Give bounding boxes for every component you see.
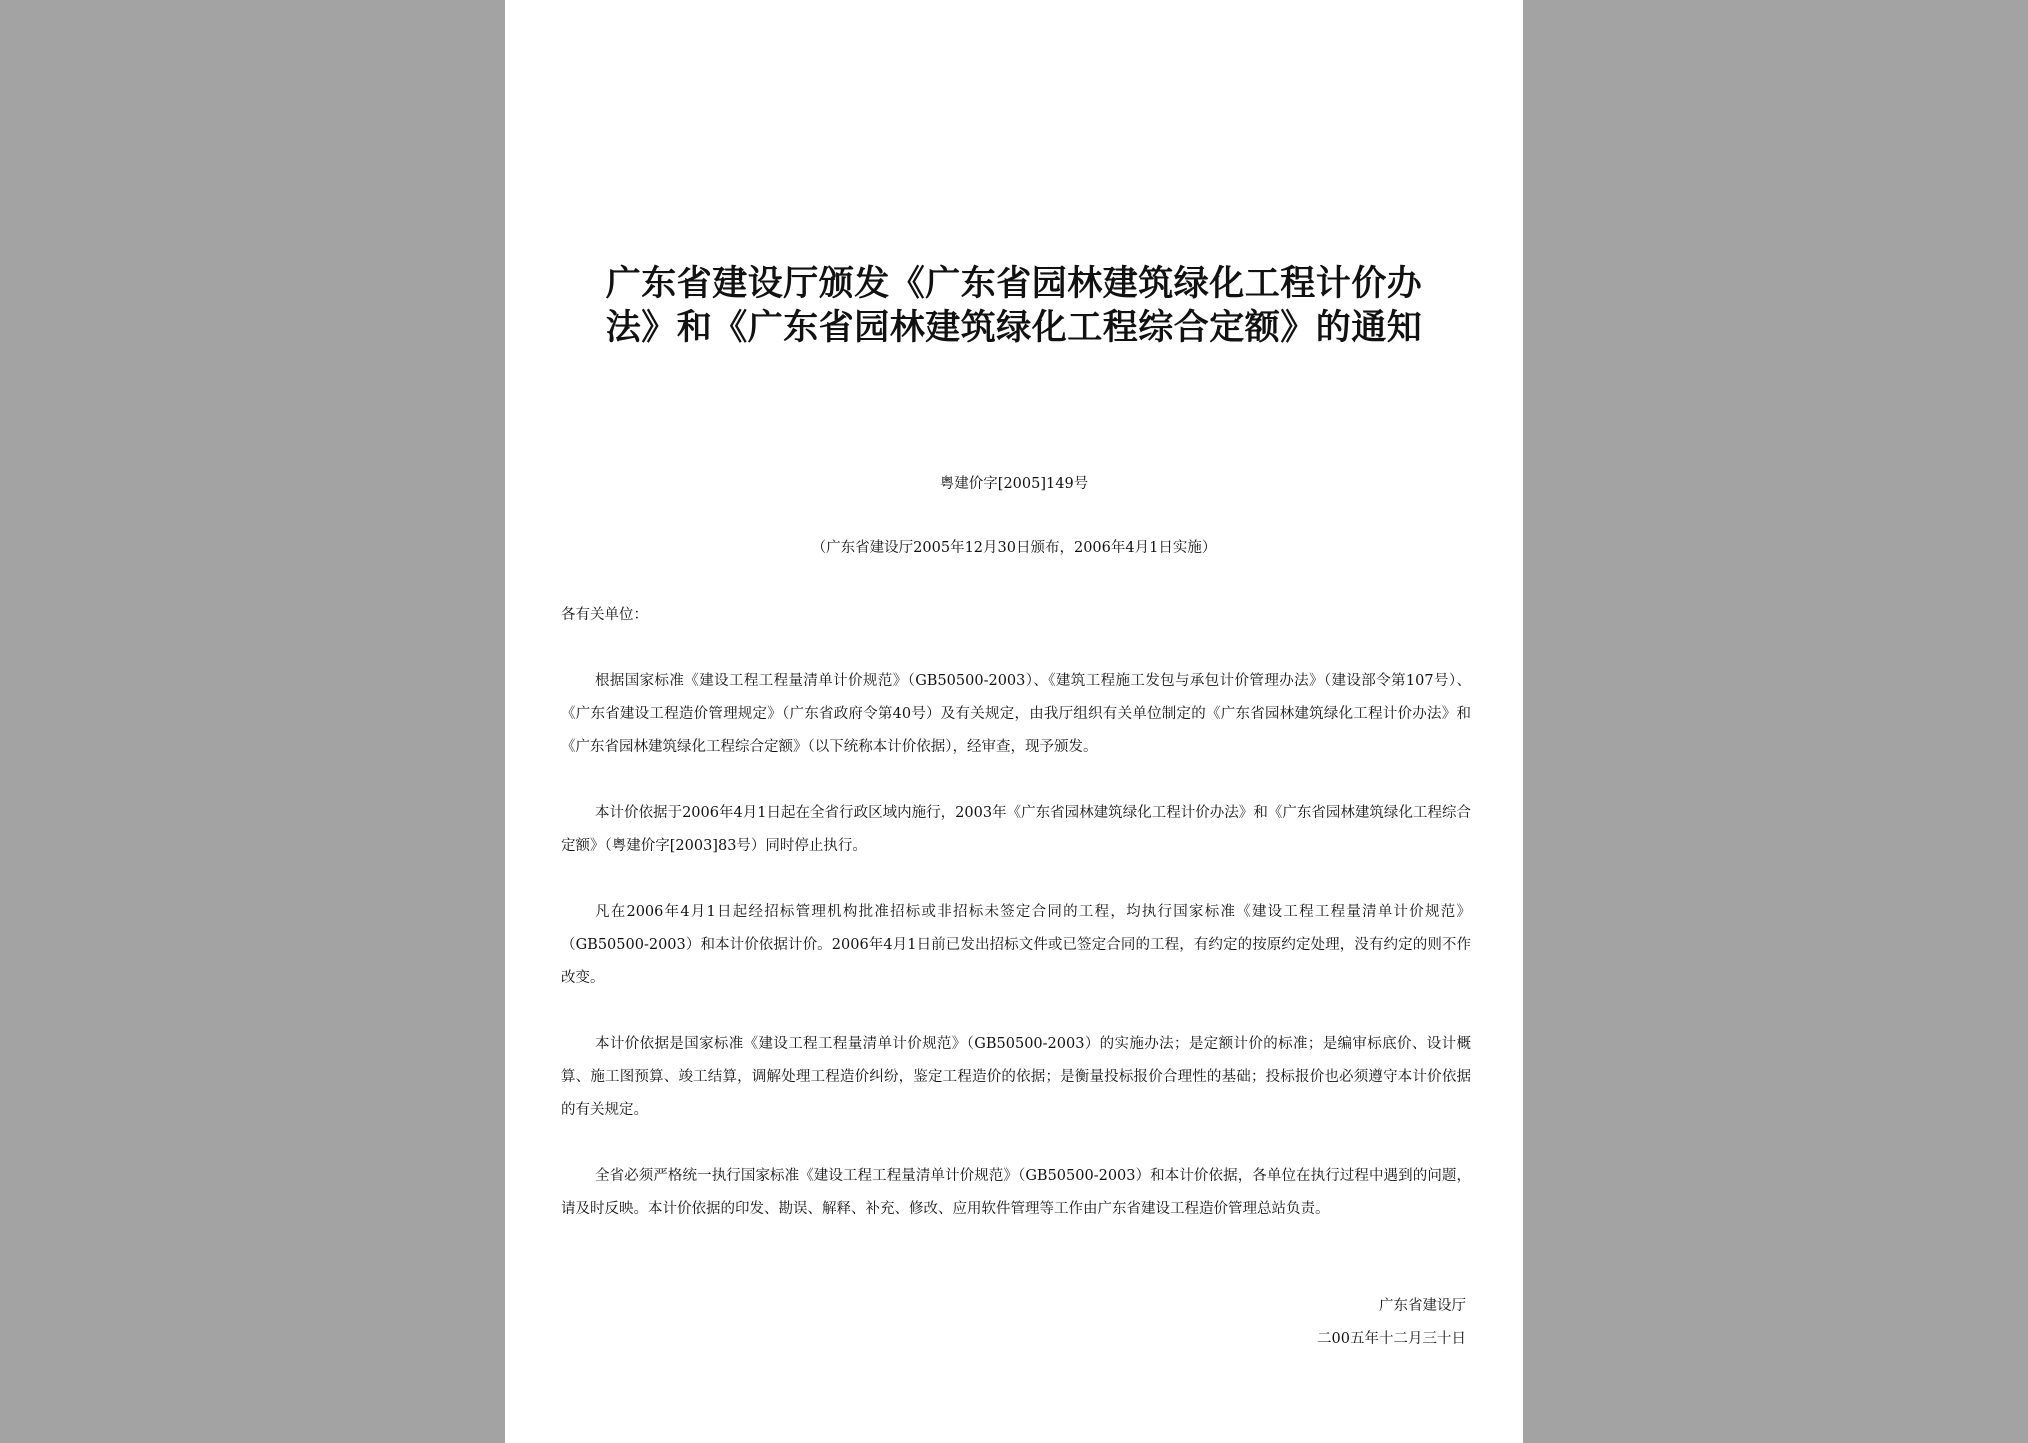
body-paragraph-2: 本计价依据于2006年4月1日起在全省行政区域内施行，2003年《广东省园林建筑绿化工程计价办法》和《广东省园林建筑绿化工程综合定额》（粤建价字[2003]83号）同时停止执行。 [561, 805, 1471, 854]
title-line-1: 广东省建设厅颁发《广东省园林建筑绿化工程计价办 [605, 264, 1423, 304]
title-line-2: 法》和《广东省园林建筑绿化工程综合定额》的通知 [605, 308, 1423, 348]
body-paragraph-1: 根据国家标准《建设工程工程量清单计价规范》（GB50500-2003）、《建筑工程施工发包与承包计价管理办法》（建设部令第107号）、《广东省建设工程造价管理规定》（广东省政府令第40号）及有关规定，由我厅组织有关单位制定的《广东省园林建筑绿化工程计价办法》和《广东省园林建筑绿化工程综合定额》（以下统称本计价依据），经审查，现予颁发。 [561, 673, 1471, 755]
document-number: 粤建价字[2005]149号 [939, 476, 1089, 492]
salutation: 各有关单位： [561, 607, 648, 623]
signer: 广东省建设厅 [1379, 1298, 1466, 1314]
sign-date: 二00五年十二月三十日 [1317, 1331, 1466, 1347]
document-title [575, 262, 1453, 350]
issue-info: （广东省建设厅2005年12月30日颁布，2006年4月1日实施） [811, 540, 1217, 556]
body-paragraph-5: 全省必须严格统一执行国家标准《建设工程工程量清单计价规范》（GB50500-2003）和本计价依据，各单位在执行过程中遇到的问题，请及时反映。本计价依据的印发、勘误、解释、补充、修改、应用软件管理等工作由广东省建设工程造价管理总站负责。 [561, 1168, 1471, 1217]
body-paragraph-4: 本计价依据是国家标准《建设工程工程量清单计价规范》（GB50500-2003）的实施办法；是定额计价的标准；是编审标底价、设计概算、施工图预算、竣工结算，调解处理工程造价纠纷，鉴定工程造价的依据；是衡量投标报价合理性的基础；投标报价也必须遵守本计价依据的有关规定。 [561, 1036, 1471, 1118]
body-paragraph-3: 凡在2006年4月1日起经招标管理机构批准招标或非招标未签定合同的工程，均执行国家标准《建设工程工程量清单计价规范》（GB50500-2003）和本计价依据计价。2006年4月1日前已发出招标文件或已签定合同的工程，有约定的按原约定处理，没有约定的则不作改变。 [561, 904, 1471, 986]
document-page [505, 0, 1523, 1443]
